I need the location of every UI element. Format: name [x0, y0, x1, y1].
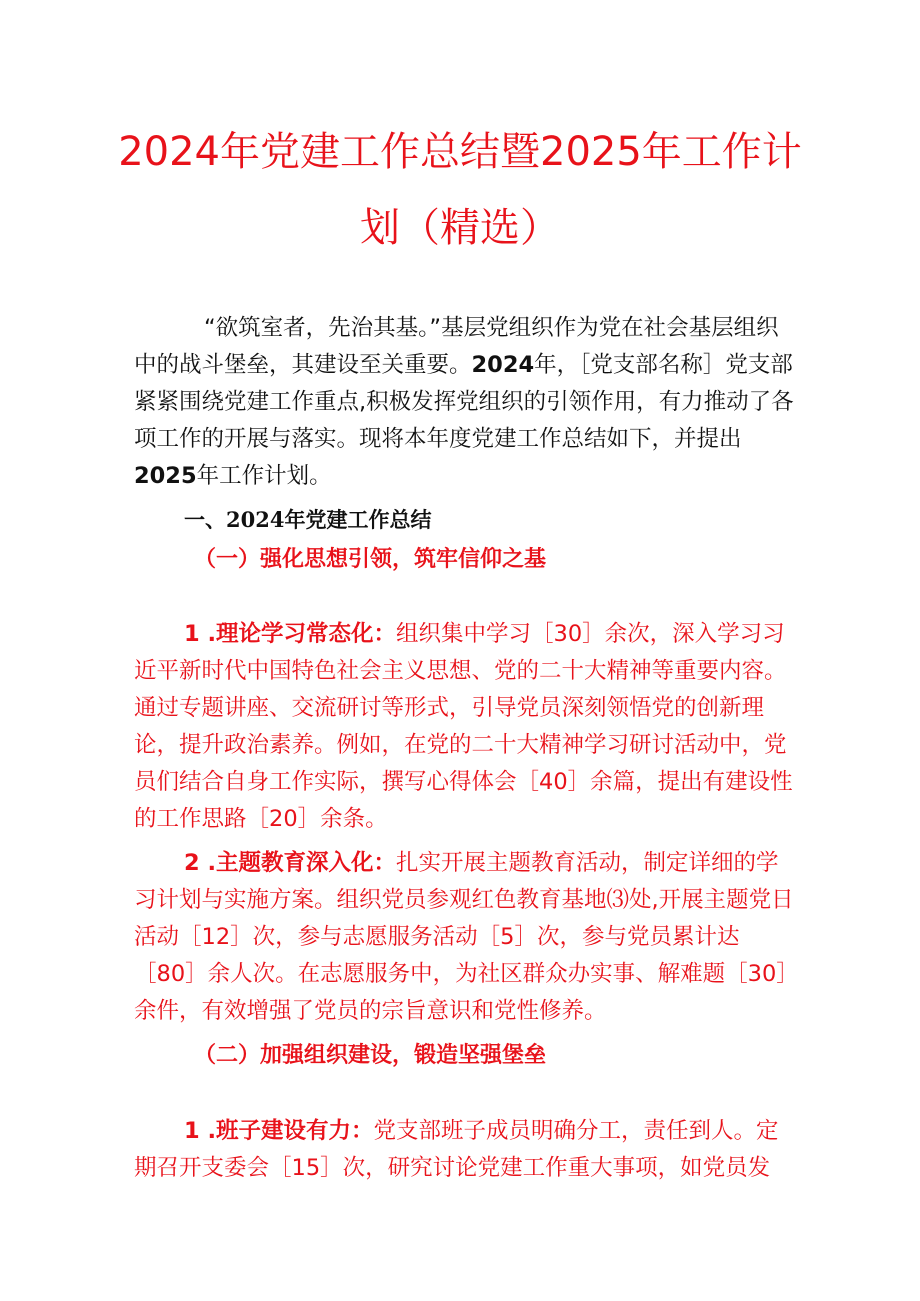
item-text: 扎实开展主题教育活动，制定详细的学习计划与实施方案。组织党员参观红色教育基地⑶处,开展主题党日活动［12］次，参与志愿服务活动［5］次，参与党员累计达［80］余人次。在志愿服务中，为社区群众办实事、解难题［30］余件，有效增强了党员的宗旨意识和党性修养。 — [134, 850, 794, 1024]
item-paragraph-1-2 — [134, 845, 794, 1030]
item-label: 2 .主题教育深入化： — [184, 850, 397, 876]
subsection-heading-1: （一）强化思想引领，筑牢信仰之基 — [194, 547, 547, 572]
item-label: 1 .班子建设有力： — [184, 1118, 374, 1144]
intro-text-3: 年工作计划。 — [196, 463, 332, 489]
document-title — [100, 114, 820, 266]
title-line-2: 划（精选） — [360, 205, 560, 251]
subsection-heading-2: （二）加强组织建设，锻造坚强堡垒 — [194, 1043, 547, 1068]
section-heading-1: 一、2024年党建工作总结 — [184, 507, 432, 532]
intro-text-2: 年，［党支部名称］党支部紧紧围绕党建工作重点,积极发挥党组织的引领作用，有力推动了各项工作的开展与落实。现将本年度党建工作总结如下，并提出 — [134, 352, 794, 452]
item-text: 党支部班子成员明确分工，责任到人。定期召开支委会［15］次，研究讨论党建工作重大事项，如党员发 — [134, 1118, 779, 1181]
intro-year-2: 2025 — [134, 463, 197, 489]
title-line-1: 2024年党建工作总结暨2025年工作计 — [118, 129, 802, 175]
item-paragraph-2-1 — [134, 1113, 794, 1187]
intro-paragraph — [134, 310, 794, 495]
item-paragraph-1-1 — [134, 616, 794, 838]
item-text: 组织集中学习［30］余次，深入学习习近平新时代中国特色社会主义思想、党的二十大精神等重要内容。通过专题讲座、交流研讨等形式，引导党员深刻领悟党的创新理论，提升政治素养。例如，在党的二十大精神学习研讨活动中，党员们结合自身工作实际，撰写心得体会［40］余篇，提出有建设性的工作思路［20］余条。 — [134, 621, 793, 832]
intro-year: 2024 — [471, 352, 535, 378]
intro-text-1: “欲筑室者，先治其基。”基层党组织作为党在社会基层组织中的战斗堡垒，其建设至关重要。 — [134, 315, 779, 378]
item-label: 1 .理论学习常态化： — [184, 621, 397, 647]
